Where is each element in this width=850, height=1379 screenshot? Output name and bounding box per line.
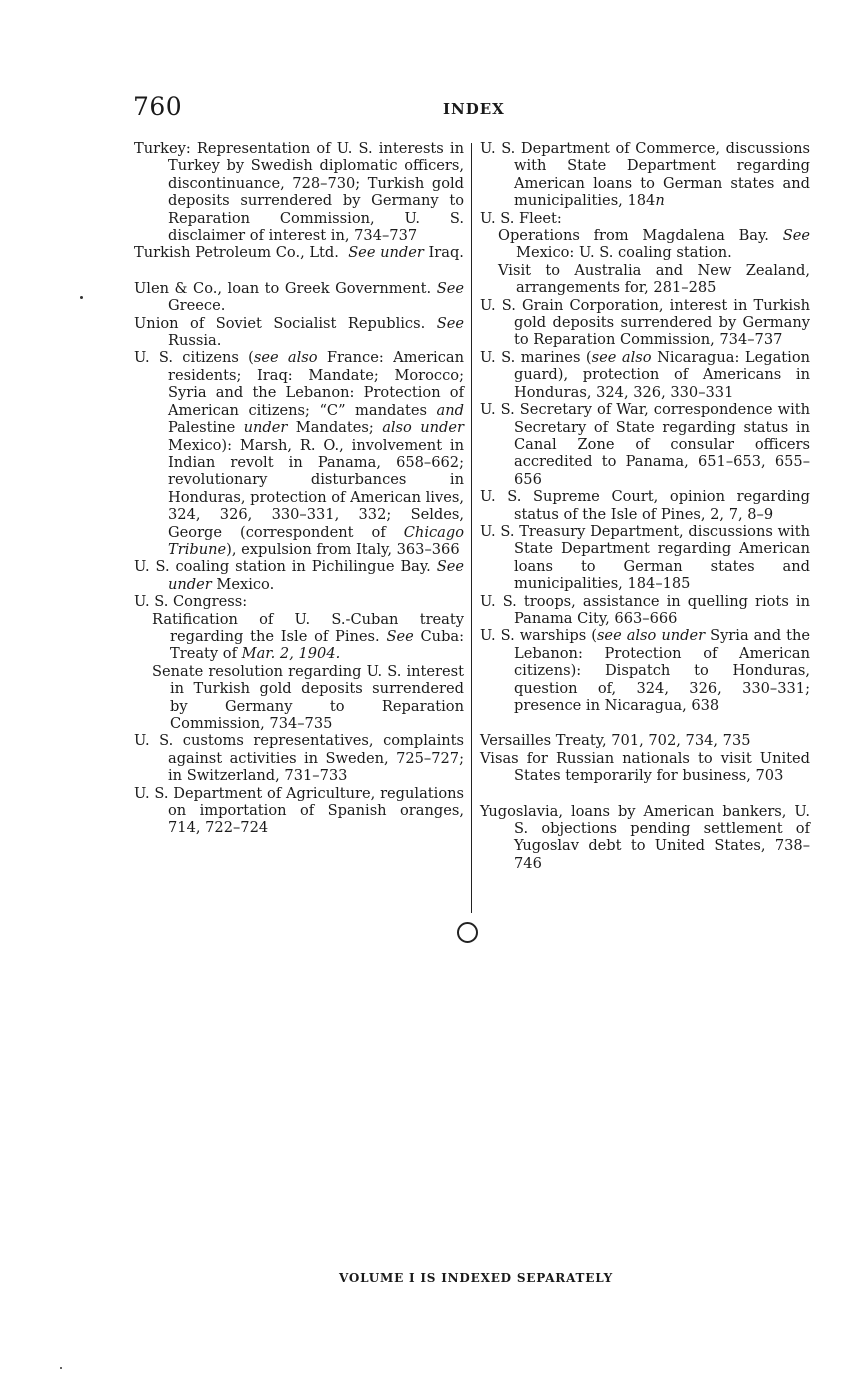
entry-text: U. S. marines ( (480, 348, 592, 366)
index-entry-grain: U. S. Grain Corporation, interest in Turkish gold deposits surrendered by Germany to Reparation Commission, 734–737 (480, 296, 810, 349)
subentry-senate-resolution: Senate resolution regarding U. S. interest in Turkish gold deposits surrendered by Germany to Reparation Commission, 734–735 (152, 662, 464, 732)
index-entry-ulen (134, 280, 464, 315)
index-entry-yugoslavia: Yugoslavia, loans by American bankers, U. S. objections pending settlement of Yugoslav debt to United States, 738–746 (480, 802, 810, 872)
scan-speck (80, 296, 83, 299)
running-head: INDEX (443, 100, 505, 118)
index-entry-secretary-of-war: U. S. Secretary of War, correspondence with Secretary of State regarding status in Canal Zone of consular officers accredited to Panama, 651–653, 655–656 (480, 401, 810, 488)
cross-ref-target: Russia. (168, 332, 222, 350)
entry-text: Ratification of U. S.-Cuban treaty regarding the Isle of Pines. (152, 610, 464, 645)
entry-text: France: American residents; Iraq: Mandate; Morocco; Syria and the Lebanon: Protection of American citizens; “C” mandates (168, 349, 464, 419)
cross-ref-target: Cuba: Treaty of (170, 627, 465, 663)
footer-note: VOLUME I IS INDEXED SEPARATELY (339, 1271, 614, 1285)
index-entry-coaling-station (134, 558, 464, 593)
entry-text: Syria and the Lebanon: Protection of American citizens): Dispatch to Honduras, question of, 324, 326, 330–331; presence in Nicaragua, 638 (514, 627, 810, 714)
end-circle-mark (457, 922, 478, 943)
right-column (480, 140, 810, 872)
left-column (134, 140, 464, 837)
see-ref: See (386, 627, 414, 645)
see-under-ref: See under (168, 558, 464, 593)
cross-ref-target: Greece. (168, 297, 226, 315)
entry-text: Operations from Magdalena Bay. (498, 227, 769, 245)
index-entry-warships (480, 627, 810, 714)
subentry-ratification (134, 611, 464, 663)
index-entry-troops: U. S. troops, assistance in quelling riots in Panama City, 663–666 (480, 592, 810, 627)
entry-text: U. S. citizens ( (134, 349, 254, 367)
subentry-magdalena-bay (480, 227, 810, 262)
see-also-under-ref: see also under (596, 627, 706, 645)
newspaper-title: Chicago Tribune (168, 523, 464, 558)
entry-text: Mexico): Marsh, R. O., involvement in Indian revolt in Panama, 658–662; revolutionary disturbances in Honduras, protection of American lives, 324, 326, 330–331, 332; Seldes, George (correspondent of (168, 436, 464, 541)
column-divider (471, 143, 472, 913)
index-entry-treasury: U. S. Treasury Department, discussions with State Department regarding American loans to German states and municipalities, 184–185 (480, 522, 810, 593)
index-entry-fleet: U. S. Fleet: (480, 209, 562, 227)
index-entry-agriculture: U. S. Department of Agriculture, regulations on importation of Spanish oranges, 714, 722–724 (134, 784, 464, 837)
index-entry-marines (480, 349, 810, 401)
index-entry-commerce (480, 140, 810, 210)
see-ref: See (436, 279, 464, 297)
index-entry-congress: U. S. Congress: (134, 593, 248, 611)
see-ref: See (782, 227, 811, 245)
entry-text: Union of Soviet Socialist Republics. (134, 314, 426, 332)
also-under-ref: also under (382, 419, 464, 437)
cross-ref-target: Mexico: U. S. coaling station. (516, 244, 732, 262)
see-also-ref: see also (591, 348, 652, 366)
cross-ref-target: Iraq. (428, 244, 464, 262)
index-entry-versailles: Versailles Treaty, 701, 702, 734, 735 (480, 732, 751, 750)
page-number: 760 (133, 92, 183, 121)
and-ref: and (436, 401, 464, 419)
entry-text: U. S. warships ( (480, 627, 597, 645)
cross-ref-target: Mexico. (216, 575, 275, 593)
footnote-ref: n (655, 192, 665, 210)
scan-speck (60, 1367, 62, 1369)
index-entry-customs: U. S. customs representatives, complaints against activities in Sweden, 725–727; in Switzerland, 731–733 (134, 732, 464, 785)
entry-text: U. S. Department of Commerce, discussions with State Department regarding American loans to German states and municipalities, 184 (480, 140, 810, 210)
entry-text: Turkish Petroleum Co., Ltd. (134, 244, 339, 262)
see-also-ref: see also (253, 349, 318, 367)
entry-text: ), expulsion from Italy, 363–366 (226, 540, 460, 558)
treaty-date: Mar. 2, 1904. (241, 645, 341, 663)
under-ref: under (243, 419, 288, 437)
index-entry-ussr (134, 315, 464, 350)
see-ref: See (436, 314, 464, 332)
entry-text: Nicaragua: Legation guard), protection of Americans in Honduras, 324, 326, 330–331 (514, 348, 811, 401)
index-entry-visas: Visas for Russian nationals to visit United States temporarily for business, 703 (480, 749, 810, 785)
entry-text: Mandates; (287, 419, 383, 437)
index-entry-supreme-court: U. S. Supreme Court, opinion regarding status of the Isle of Pines, 2, 7, 8–9 (480, 488, 810, 523)
entry-text: Palestine (168, 419, 244, 437)
see-under-ref: See under (348, 244, 424, 262)
index-entry-us-citizens (134, 349, 464, 558)
index-entry-turkish-petroleum (134, 244, 464, 261)
entry-text: Ulen & Co., loan to Greek Government. (134, 279, 432, 297)
entry-text: U. S. coaling station in Pichilingue Bay. (134, 558, 431, 576)
subentry-australia-visit: Visit to Australia and New Zealand, arrangements for, 281–285 (498, 261, 810, 297)
index-entry-turkey: Turkey: Representation of U. S. interests in Turkey by Swedish diplomatic officers, discontinuance, 728–730; Turkish gold deposits surrendered by Germany to Reparation Commission, U. S. disclaimer of interest in, 734–737 (134, 140, 464, 245)
